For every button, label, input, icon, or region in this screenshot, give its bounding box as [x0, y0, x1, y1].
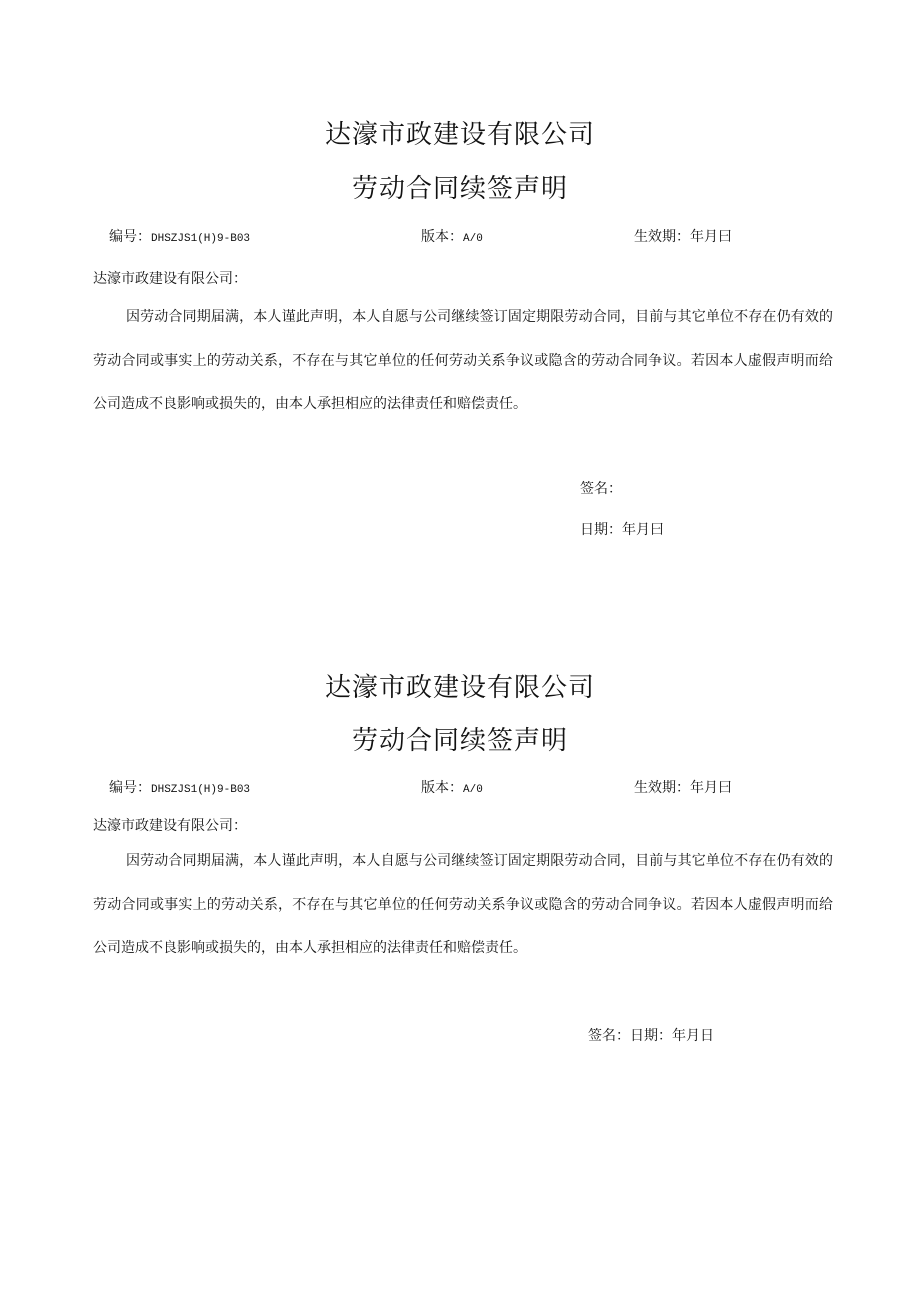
number-value: DHSZJS1(H)9-B03 — [151, 233, 251, 245]
effective-label: 生效期： — [634, 780, 690, 796]
version-value: A/0 — [463, 233, 483, 245]
document-title: 劳动合同续签声明 — [351, 174, 568, 204]
addressee: 达濠市政建设有限公司： — [93, 271, 247, 287]
version-label: 版本： — [421, 780, 463, 796]
effective-label: 生效期： — [634, 229, 690, 245]
date-line: 日期：年月曰 — [580, 522, 664, 538]
declaration-paragraph: 因劳动合同期届满，本人谨此声明，本人自愿与公司继续签订固定期限劳动合同，目前与其它单位不存在仍有效的劳动合同或事实上的劳动关系，不存在与其它单位的任何劳动关系争议或隐含的劳动合同争议。若因本人虚假声明而给公司造成不良影响或损失的，由本人承担相应的法律责任和赔偿责任。 — [93, 853, 833, 956]
addressee: 达濠市政建设有限公司： — [93, 818, 247, 834]
number-value: DHSZJS1(H)9-B03 — [151, 784, 251, 796]
effective-value: 年月曰 — [690, 229, 732, 245]
document-number — [109, 226, 250, 246]
declaration-paragraph: 因劳动合同期届满，本人谨此声明，本人自愿与公司继续签订固定期限劳动合同，目前与其它单位不存在仍有效的劳动合同或事实上的劳动关系，不存在与其它单位的任何劳动关系争议或隐含的劳动合同争议。若因本人虚假声明而给公司造成不良影响或损失的，由本人承担相应的法律责任和赔偿责任。 — [93, 309, 833, 412]
signature-label: 签名： — [580, 481, 622, 497]
document-version — [421, 777, 483, 797]
effective-date — [634, 777, 732, 797]
number-label: 编号： — [109, 780, 151, 796]
document-version — [421, 226, 483, 246]
effective-date — [634, 226, 732, 246]
company-title: 达濠市政建设有限公司 — [324, 673, 595, 703]
signature-date-line: 签名：日期：年月日 — [588, 1028, 714, 1044]
effective-value: 年月曰 — [690, 780, 732, 796]
company-title: 达濠市政建设有限公司 — [324, 120, 595, 150]
number-label: 编号： — [109, 229, 151, 245]
document-number — [109, 777, 250, 797]
version-value: A/0 — [463, 784, 483, 796]
version-label: 版本： — [421, 229, 463, 245]
document-title: 劳动合同续签声明 — [351, 726, 568, 756]
